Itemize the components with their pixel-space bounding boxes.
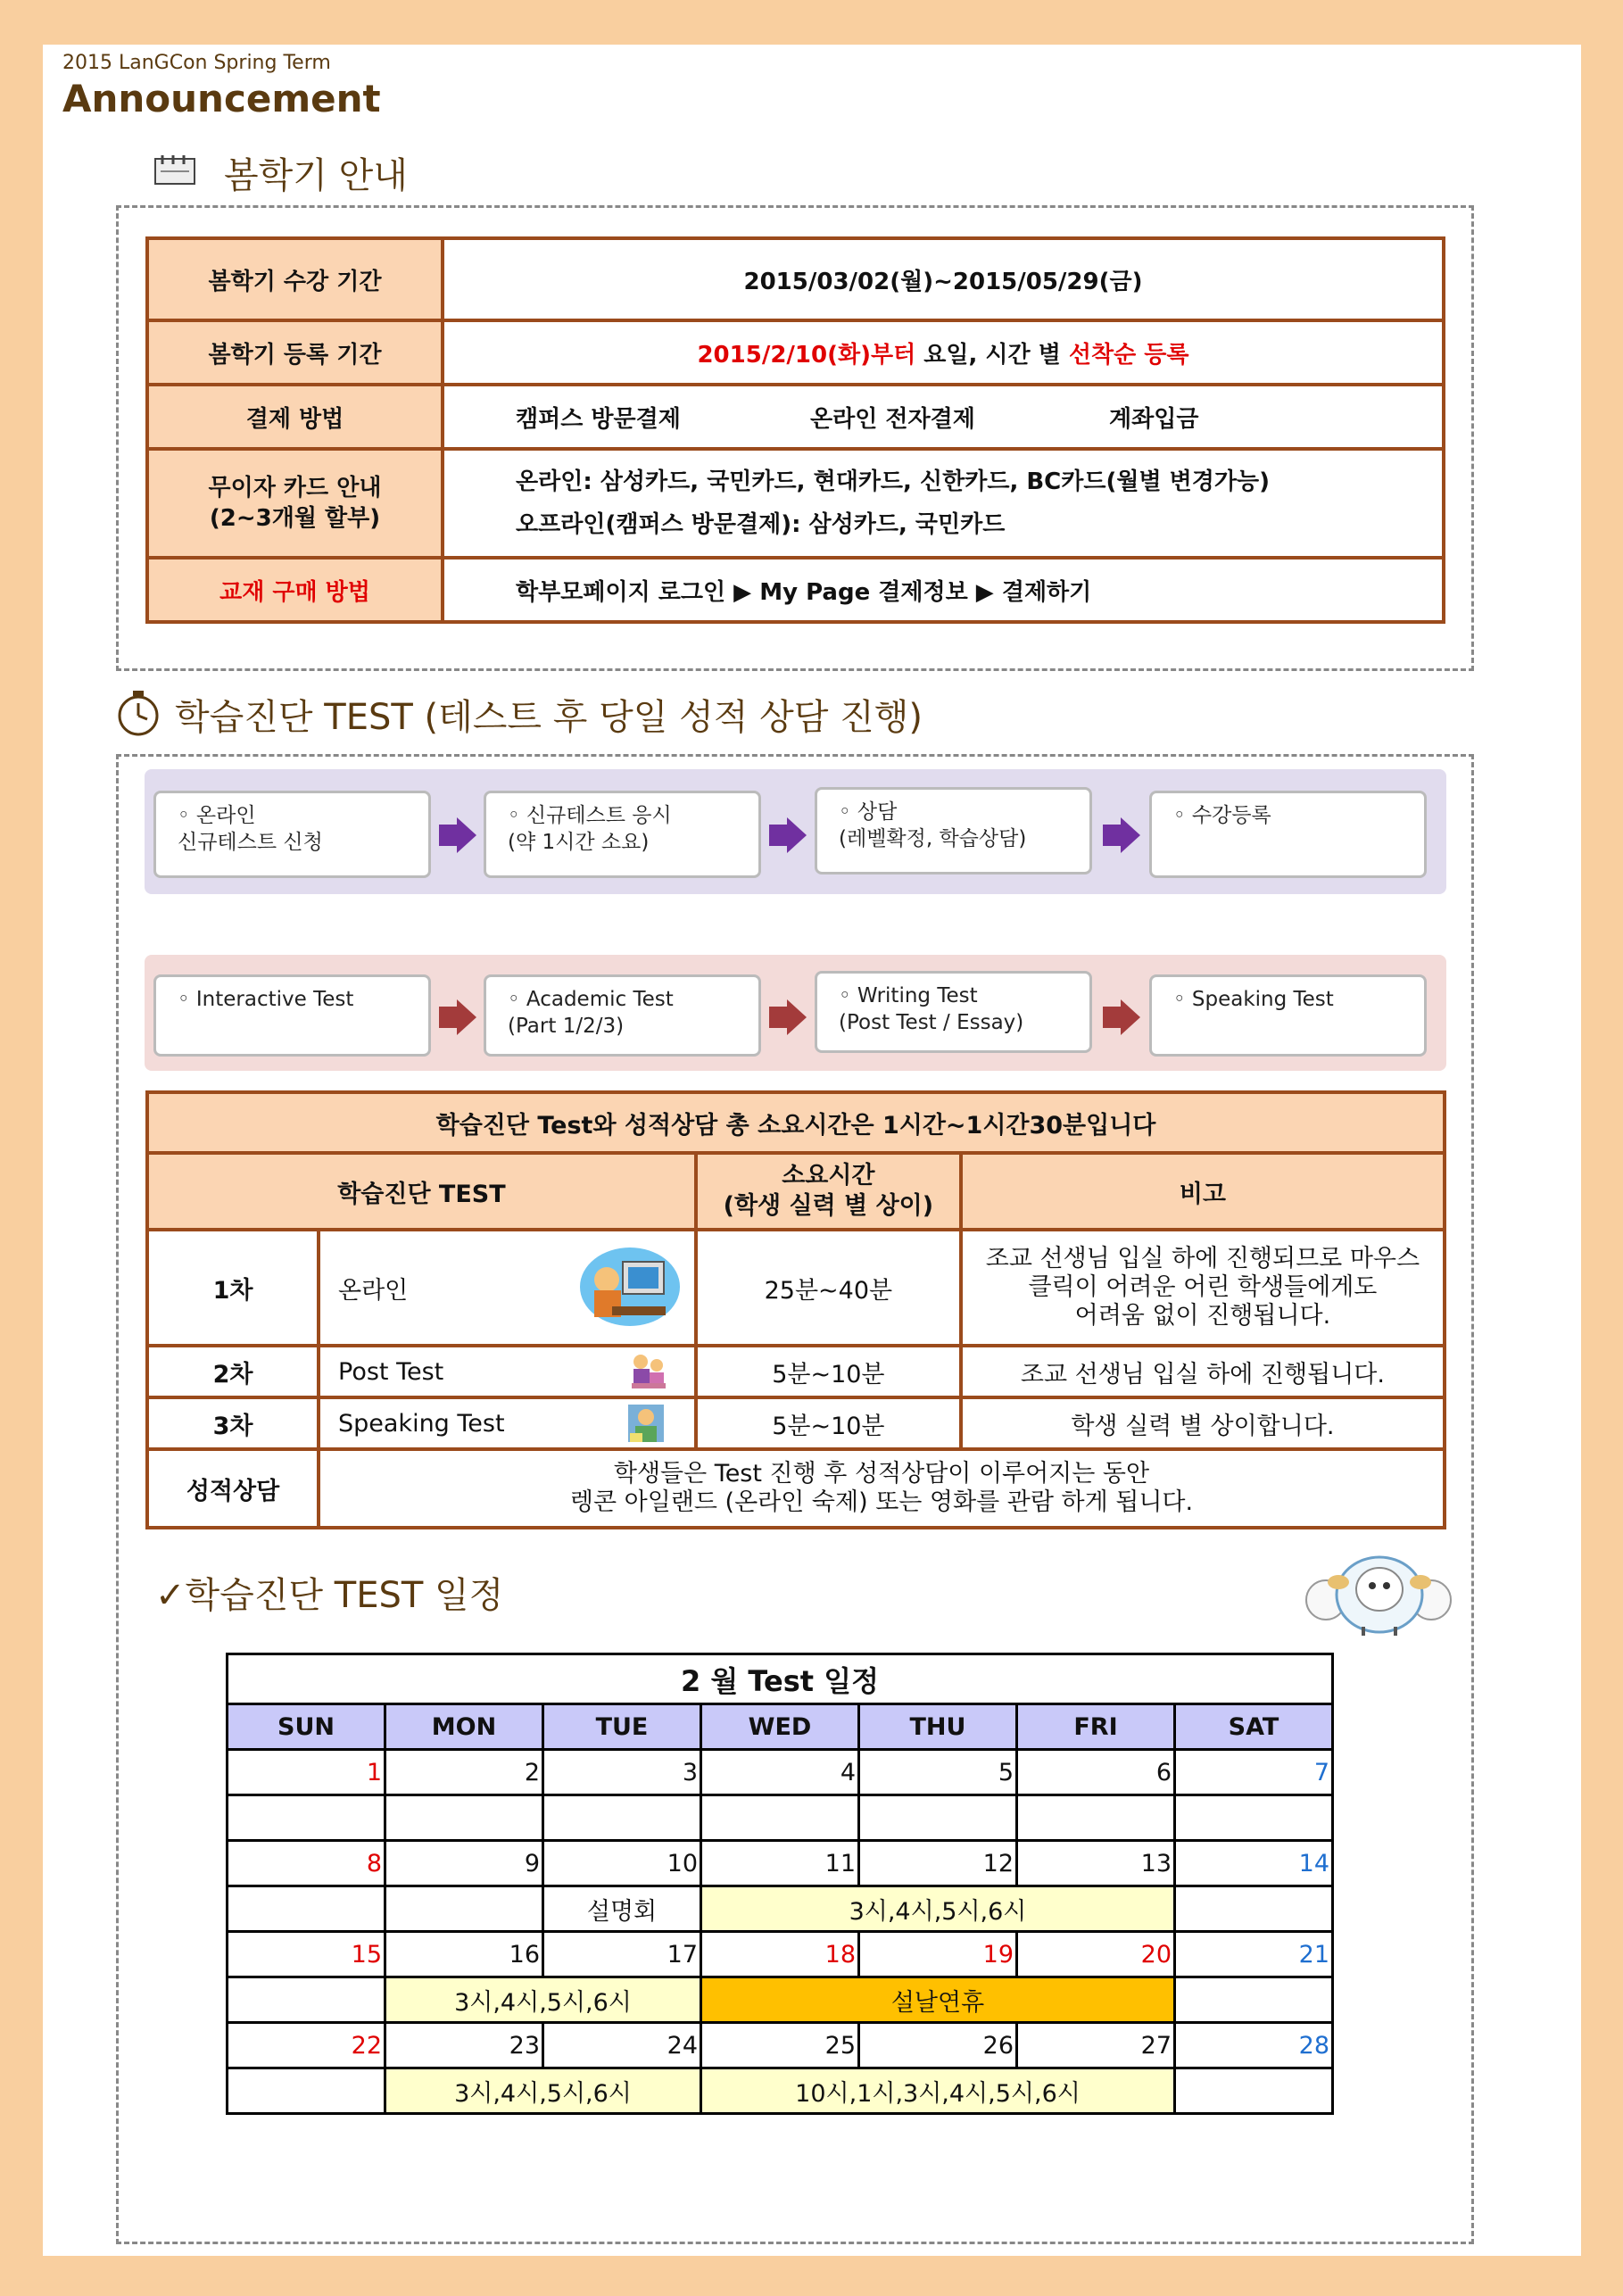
day-cell: 7 bbox=[1175, 1750, 1333, 1795]
info-value: 2015/03/02(월)~2015/05/29(금) bbox=[443, 238, 1444, 320]
day-header: SUN bbox=[228, 1704, 385, 1750]
note-cell: 학생 실력 별 상이합니다. bbox=[961, 1397, 1445, 1449]
flow-step: ◦ Speaking Test bbox=[1149, 974, 1427, 1057]
test-table-caption: 학습진단 Test와 성적상담 총 소요시간은 1시간~1시간30분입니다 bbox=[147, 1092, 1445, 1153]
flow-step: ◦ Academic Test (Part 1/2/3) bbox=[484, 974, 761, 1057]
time-cell: 25분~40분 bbox=[696, 1230, 961, 1346]
note-cell: 조교 선생님 입실 하에 진행됩니다. bbox=[961, 1346, 1445, 1397]
day-cell: 11 bbox=[701, 1841, 859, 1886]
arrow-icon bbox=[457, 817, 476, 853]
info-label: 봄학기 수강 기간 bbox=[147, 238, 443, 320]
day-cell: 3 bbox=[543, 1750, 701, 1795]
computer-kid-icon bbox=[576, 1244, 683, 1330]
day-header: TUE bbox=[543, 1704, 701, 1750]
day-cell: 9 bbox=[385, 1841, 543, 1886]
info-label: 무이자 카드 안내 (2~3개월 할부) bbox=[147, 449, 443, 558]
day-cell: 4 bbox=[701, 1750, 859, 1795]
col-header: 소요시간 (학생 실력 별 상이) bbox=[696, 1153, 961, 1230]
info-value: 2015/2/10(화)부터 요일, 시간 별 선착순 등록 bbox=[443, 320, 1444, 385]
day-cell: 6 bbox=[1017, 1750, 1175, 1795]
time-cell: 5분~10분 bbox=[696, 1397, 961, 1449]
day-cell: 2 bbox=[385, 1750, 543, 1795]
event-cell: 설명회 bbox=[543, 1886, 701, 1932]
day-header: THU bbox=[859, 1704, 1017, 1750]
event-cell: 10시,1시,3시,4시,5시,6시 bbox=[701, 2068, 1175, 2114]
col-header: 학습진단 TEST bbox=[147, 1153, 696, 1230]
event-cell: 3시,4시,5시,6시 bbox=[701, 1886, 1175, 1932]
day-cell: 17 bbox=[543, 1932, 701, 1977]
day-cell: 8 bbox=[228, 1841, 385, 1886]
day-cell: 1 bbox=[228, 1750, 385, 1795]
flow-step: ◦ 상담 (레벨확정, 학습상담) bbox=[815, 787, 1092, 874]
arrow-icon bbox=[1121, 817, 1140, 853]
note-cell: 학생들은 Test 진행 후 성적상담이 이루어지는 동안 렝콘 아일랜드 (온라인 숙제) 또는 영화를 관람 하게 됩니다. bbox=[319, 1449, 1445, 1528]
speaking-kid-icon bbox=[626, 1403, 666, 1444]
study-kids-icon bbox=[628, 1351, 667, 1390]
info-label: 교재 구매 방법 bbox=[147, 558, 443, 622]
arrow-icon bbox=[439, 1007, 457, 1028]
calendar-caption: 2 월 Test 일정 bbox=[228, 1654, 1333, 1704]
term-label: 2015 LanGCon Spring Term bbox=[62, 52, 331, 74]
day-cell: 5 bbox=[859, 1750, 1017, 1795]
round-cell: 1차 bbox=[147, 1230, 319, 1346]
arrow-icon bbox=[1103, 825, 1121, 846]
day-cell: 23 bbox=[385, 2023, 543, 2068]
day-cell: 18 bbox=[701, 1932, 859, 1977]
arrow-icon bbox=[787, 817, 807, 853]
time-cell: 5분~10분 bbox=[696, 1346, 961, 1397]
day-cell: 20 bbox=[1017, 1932, 1175, 1977]
day-header: SAT bbox=[1175, 1704, 1333, 1750]
day-header: WED bbox=[701, 1704, 859, 1750]
arrow-icon bbox=[457, 999, 476, 1035]
name-cell: Speaking Test bbox=[319, 1397, 696, 1449]
info-label: 봄학기 등록 기간 bbox=[147, 320, 443, 385]
day-cell: 19 bbox=[859, 1932, 1017, 1977]
arrow-icon bbox=[439, 825, 457, 846]
round-cell: 성적상담 bbox=[147, 1449, 319, 1528]
arrow-icon bbox=[769, 1007, 787, 1028]
day-cell: 22 bbox=[228, 2023, 385, 2068]
arrow-icon bbox=[1103, 1007, 1121, 1028]
section-title-test: 학습진단 TEST (테스트 후 당일 성적 상담 진행) bbox=[175, 697, 923, 738]
arrow-icon bbox=[769, 825, 787, 846]
info-value: 온라인: 삼성카드, 국민카드, 현대카드, 신한카드, BC카드(월별 변경가능) 오프라인(캠퍼스 방문결제): 삼성카드, 국민카드 bbox=[443, 449, 1444, 558]
section-title-schedule: ✓학습진단 TEST 일정 bbox=[155, 1575, 504, 1616]
day-cell: 16 bbox=[385, 1932, 543, 1977]
info-value: 학부모페이지 로그인 ▶ My Page 결제정보 ▶ 결제하기 bbox=[443, 558, 1444, 622]
event-cell: 3시,4시,5시,6시 bbox=[385, 2068, 701, 2114]
col-header: 비고 bbox=[961, 1153, 1445, 1230]
info-label: 결제 방법 bbox=[147, 385, 443, 449]
holiday-cell: 설날연휴 bbox=[701, 1977, 1175, 2023]
test-table bbox=[145, 1090, 1446, 1529]
day-cell: 26 bbox=[859, 2023, 1017, 2068]
section-title-spring: 봄학기 안내 bbox=[224, 155, 408, 196]
day-cell: 24 bbox=[543, 2023, 701, 2068]
name-cell: 온라인 bbox=[319, 1230, 696, 1346]
info-value: 캠퍼스 방문결제 온라인 전자결제 계좌입금 bbox=[443, 385, 1444, 449]
sheep-icon bbox=[1301, 1530, 1462, 1641]
page bbox=[43, 45, 1581, 2256]
flow-step: ◦ Interactive Test bbox=[153, 974, 431, 1057]
flow-step: ◦ Writing Test (Post Test / Essay) bbox=[815, 971, 1092, 1053]
day-cell: 14 bbox=[1175, 1841, 1333, 1886]
day-cell: 15 bbox=[228, 1932, 385, 1977]
day-header: MON bbox=[385, 1704, 543, 1750]
flow-step: ◦ 온라인 신규테스트 신청 bbox=[153, 791, 431, 878]
arrow-icon bbox=[787, 999, 807, 1035]
round-cell: 3차 bbox=[147, 1397, 319, 1449]
flow-step: ◦ 신규테스트 응시 (약 1시간 소요) bbox=[484, 791, 761, 878]
day-cell: 25 bbox=[701, 2023, 859, 2068]
day-cell: 13 bbox=[1017, 1841, 1175, 1886]
arrow-icon bbox=[1121, 999, 1140, 1035]
day-header: FRI bbox=[1017, 1704, 1175, 1750]
event-cell: 3시,4시,5시,6시 bbox=[385, 1977, 701, 2023]
name-cell: Post Test bbox=[319, 1346, 696, 1397]
spring-info-table bbox=[145, 236, 1445, 624]
day-cell: 28 bbox=[1175, 2023, 1333, 2068]
calendar-icon bbox=[152, 152, 202, 191]
day-cell: 10 bbox=[543, 1841, 701, 1886]
note-cell: 조교 선생님 입실 하에 진행되므로 마우스 클릭이 어려운 어린 학생들에게도 어려움 없이 진행됩니다. bbox=[961, 1230, 1445, 1346]
calendar bbox=[226, 1653, 1334, 2115]
day-cell: 12 bbox=[859, 1841, 1017, 1886]
page-title: Announcement bbox=[62, 77, 381, 120]
round-cell: 2차 bbox=[147, 1346, 319, 1397]
day-cell: 21 bbox=[1175, 1932, 1333, 1977]
day-cell: 27 bbox=[1017, 2023, 1175, 2068]
stopwatch-icon bbox=[114, 689, 162, 741]
flow-step: ◦ 수강등록 bbox=[1149, 791, 1427, 878]
